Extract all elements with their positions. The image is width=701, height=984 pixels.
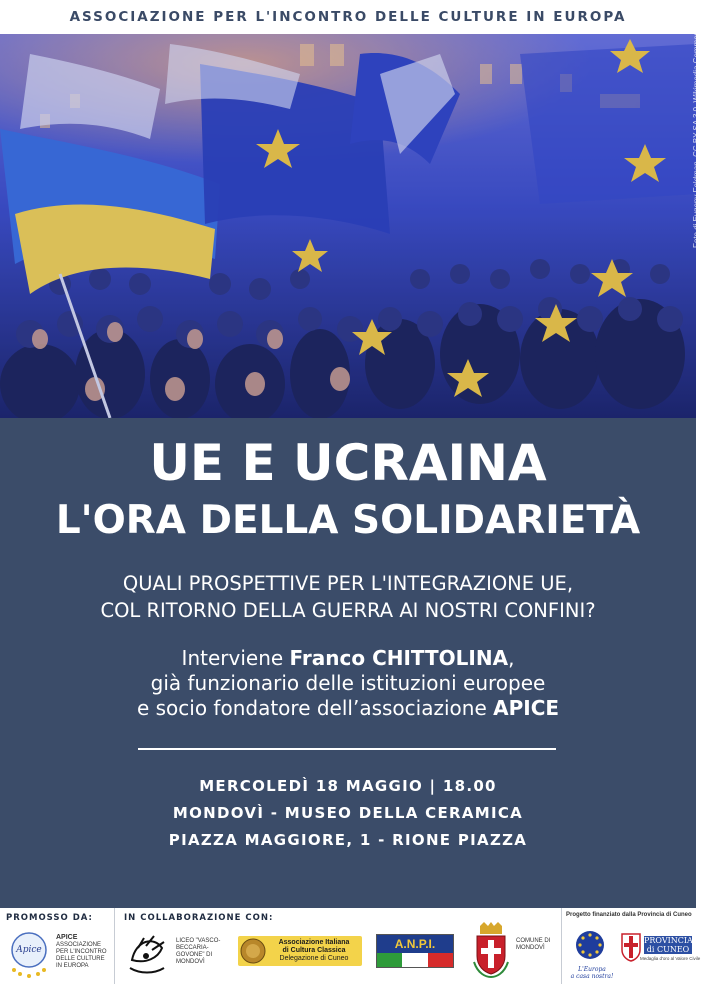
aicc-line1: Associazione Italiana [278, 939, 350, 946]
apice-desc-1: ASSOCIAZIONE [56, 942, 102, 948]
collaboration-label: IN COLLABORAZIONE CON: [124, 913, 274, 923]
liceo-line4: MONDOVÌ [176, 959, 205, 965]
photo-credit: Foto di Evgeny Feldman, CC BY-SA 3.0, Wikimedia Commons [692, 26, 701, 248]
apice-description [56, 942, 106, 970]
europa-line1: L'Europa [578, 966, 606, 973]
speaker-name: Franco CHITTOLINA [289, 646, 509, 670]
speaker-info [0, 646, 696, 721]
europa-line2: a casa nostra! [570, 973, 614, 980]
provincia-name [644, 936, 692, 954]
liceo-logo [124, 930, 170, 976]
europa-slogan [566, 966, 618, 980]
liceo-line1: LICEO "VASCO- [176, 938, 221, 944]
provincia-line1: PROVINCIA [644, 936, 693, 945]
footer-separator [561, 908, 562, 984]
event-details [0, 773, 696, 854]
aicc-line3: Delegazione di Cuneo [279, 955, 349, 962]
speaker-line3 [0, 696, 696, 721]
event-title-line2: L'ORA DELLA SOLIDARIETÀ [55, 498, 641, 543]
speaker-org: APICE [493, 696, 560, 720]
mondovi-crest-icon [472, 922, 510, 978]
speaker-comma: , [508, 646, 515, 670]
project-funded-label: Progetto finanziato dalla Provincia di Cuneo [566, 912, 692, 918]
liceo-name [176, 938, 220, 966]
organization-header [0, 0, 696, 34]
comune-line2: MONDOVÌ [516, 945, 545, 951]
event-venue: MONDOVÌ - MUSEO DELLA CERAMICA [172, 804, 524, 822]
anpi-text: A.N.P.I. [377, 935, 453, 953]
flag-red-stripe [428, 953, 453, 967]
aicc-logo [238, 936, 362, 966]
crowd-flags-illustration [0, 34, 696, 418]
event-panel [0, 418, 696, 908]
footer-separator [114, 908, 115, 984]
flag-green-stripe [377, 953, 402, 967]
promoted-by-label: PROMOSSO DA: [6, 913, 93, 923]
apice-logo [6, 930, 52, 978]
provincia-medal: Medaglia d'oro al Valore Civile [640, 956, 701, 961]
speaker-intro: Interviene [181, 646, 290, 670]
event-title-line1: UE E UCRAINA [149, 434, 547, 492]
provincia-crest-icon [620, 932, 642, 962]
aicc-text [268, 939, 360, 963]
event-address: PIAZZA MAGGIORE, 1 - RIONE PIAZZA [168, 831, 528, 849]
sponsors-footer [0, 908, 701, 984]
speaker-line1 [0, 646, 696, 671]
europa-logo [570, 930, 610, 964]
speaker-line2: già funzionario delle istituzioni europee [150, 671, 546, 695]
divider [138, 748, 556, 750]
comune-line1: COMUNE DI [516, 938, 551, 944]
question-line2: COL RITORNO DELLA GUERRA AI NOSTRI CONFINI? [100, 599, 596, 622]
aicc-coin-icon [240, 938, 266, 964]
protest-photo [0, 26, 701, 418]
apice-desc-4: IN EUROPA [56, 963, 89, 969]
svg-text:Apice: Apice [16, 945, 42, 955]
anpi-logo [376, 934, 454, 968]
comune-name [516, 938, 550, 952]
aicc-line2: di Cultura Classica [282, 947, 346, 954]
event-date-time: MERCOLEDÌ 18 MAGGIO | 18.00 [199, 777, 497, 795]
apice-desc-3: DELLE CULTURE [56, 956, 105, 962]
flag-white-stripe [402, 953, 428, 967]
question-line1: QUALI PROSPETTIVE PER L'INTEGRAZIONE UE, [122, 572, 574, 595]
apice-name: APICE [56, 934, 78, 941]
provincia-line2: di CUNEO [646, 945, 690, 954]
speaker-line3-text: e socio fondatore dell’associazione [136, 696, 494, 720]
apice-desc-2: PER L'INCONTRO [56, 949, 107, 955]
organization-name: ASSOCIAZIONE PER L'INCONTRO DELLE CULTURE IN EUROPA [69, 9, 627, 25]
liceo-line2: BECCARIA- [176, 945, 209, 951]
liceo-line3: GOVONE" DI [176, 952, 213, 958]
event-question [0, 570, 696, 624]
